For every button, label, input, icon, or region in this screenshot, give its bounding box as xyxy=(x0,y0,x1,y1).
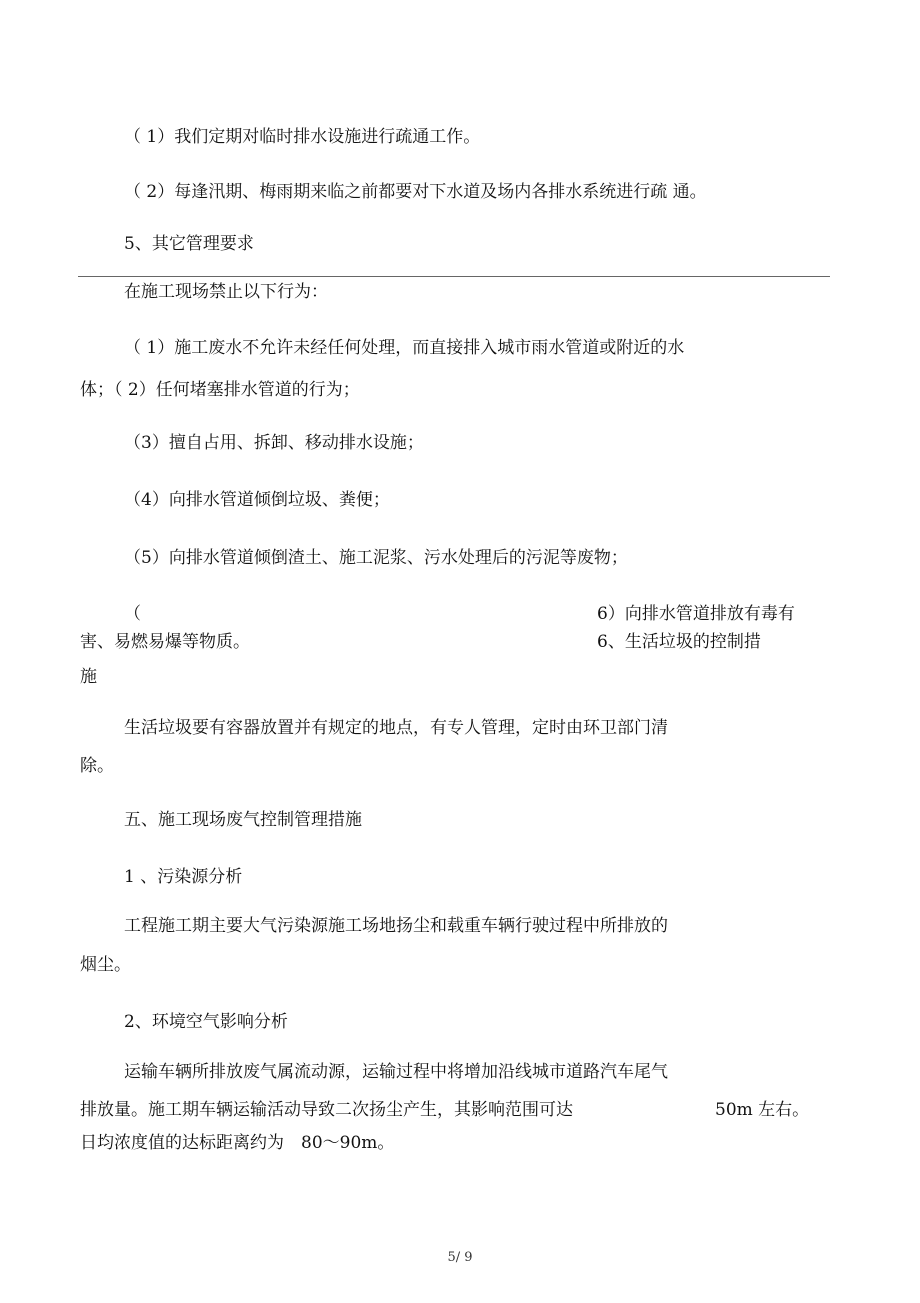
paragraph-line: （ 2）每逢汛期、梅雨期来临之前都要对下水道及场内各排水系统进行疏 通。 xyxy=(124,182,707,202)
paragraph-line: （ 1）施工废水不允许未经任何处理，而直接排入城市雨水管道或附近的水 xyxy=(124,338,685,358)
paragraph-line: 除。 xyxy=(80,756,114,776)
paragraph-line: 排放量。施工期车辆运输活动导致二次扬尘产生，其影响范围可达 xyxy=(80,1100,573,1120)
paragraph-line: 在施工现场禁止以下行为： xyxy=(124,282,328,302)
paragraph-line: 害、易燃易爆等物质。 xyxy=(80,632,250,652)
section-heading: 2、环境空气影响分析 xyxy=(124,1012,288,1032)
paragraph-line: （5）向排水管道倾倒渣土、施工泥浆、污水处理后的污泥等废物； xyxy=(124,548,628,568)
paragraph-line: 体；（ 2）任何堵塞排水管道的行为； xyxy=(80,380,360,400)
paragraph-line: 工程施工期主要大气污染源施工场地扬尘和载重车辆行驶过程中所排放的 xyxy=(124,916,668,936)
paragraph-line: 50m 左右。 xyxy=(715,1100,810,1120)
paragraph-line: 6）向排水管道排放有毒有 xyxy=(597,604,795,624)
paragraph-line: 生活垃圾要有容器放置并有规定的地点，有专人管理，定时由环卫部门清 xyxy=(124,718,668,738)
paragraph-line: 烟尘。 xyxy=(80,955,131,975)
horizontal-divider xyxy=(78,276,830,277)
paragraph-line: 施 xyxy=(80,667,97,687)
paragraph-line: （4）向排水管道倾倒垃圾、粪便； xyxy=(124,490,390,510)
section-heading: 五、施工现场废气控制管理措施 xyxy=(124,810,362,830)
section-heading: 1 、污染源分析 xyxy=(124,867,243,887)
paragraph-line: 运输车辆所排放废气属流动源，运输过程中将增加沿线城市道路汽车尾气 xyxy=(124,1062,668,1082)
paragraph-line: （3）擅自占用、拆卸、移动排水设施； xyxy=(124,433,424,453)
paragraph-line: （ xyxy=(124,604,141,624)
section-heading: 5、其它管理要求 xyxy=(124,234,254,254)
section-heading: 6、生活垃圾的控制措 xyxy=(597,632,761,652)
page-number: 5/ 9 xyxy=(447,1250,473,1265)
paragraph-line: （ 1）我们定期对临时排水设施进行疏通工作。 xyxy=(124,127,481,147)
paragraph-line: 日均浓度值的达标距离约为 80～90m。 xyxy=(80,1133,395,1153)
